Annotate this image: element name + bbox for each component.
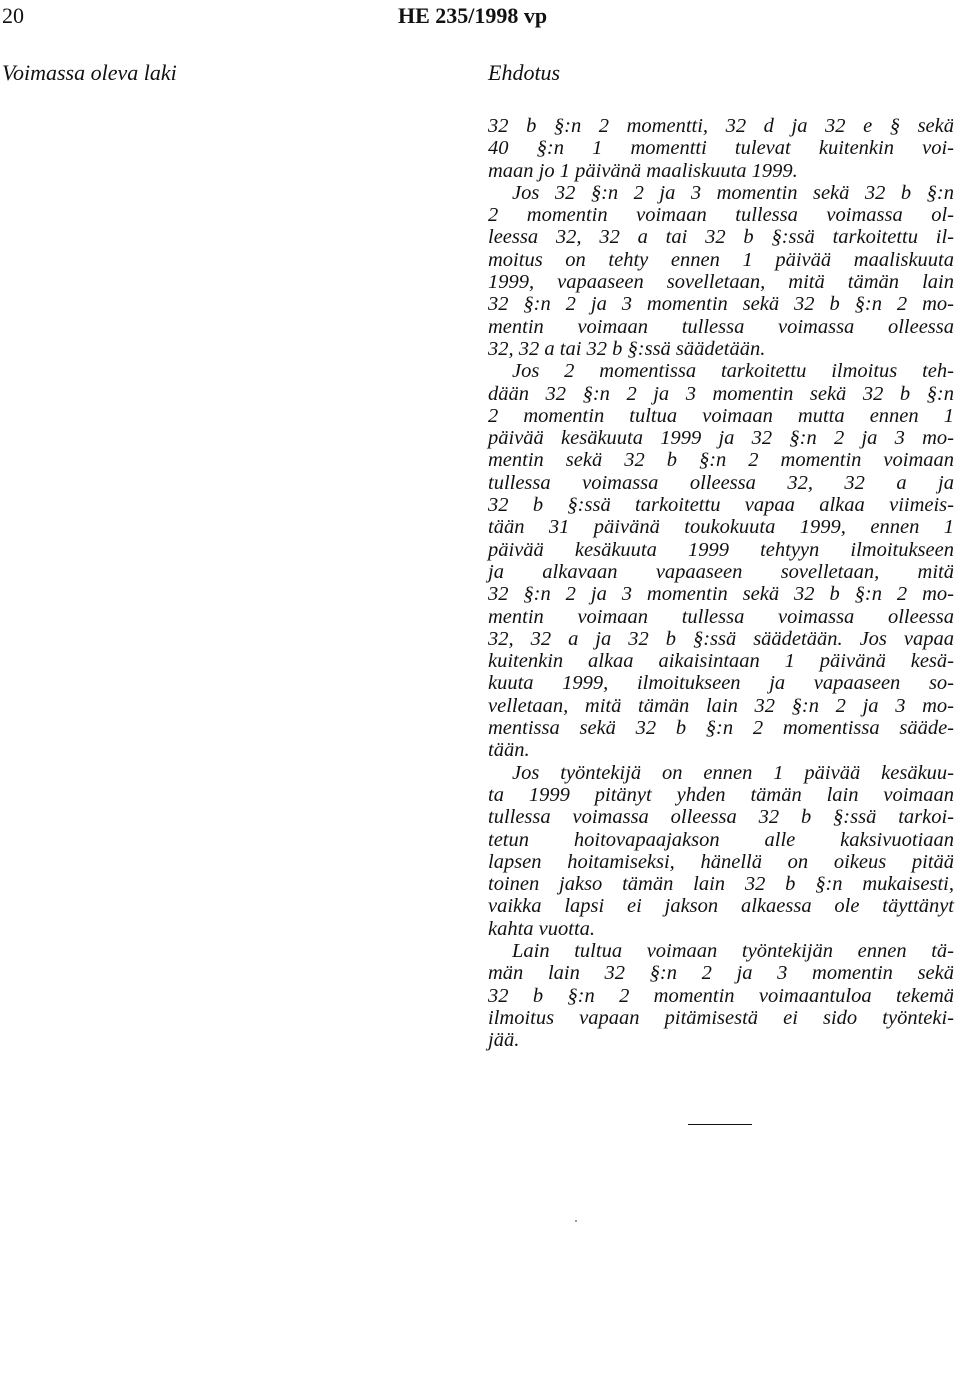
text-line: tään 31 päivänä toukokuuta 1999, ennen 1 <box>488 516 954 539</box>
text-line: 32 b §:n 2 momentin voimaantuloa tekemä <box>488 984 954 1007</box>
paragraph <box>488 182 954 360</box>
paragraph <box>488 360 954 761</box>
text-line: Jos 32 §:n 2 ja 3 momentin sekä 32 b §:n <box>512 181 954 204</box>
text-line: ta 1999 pitänyt yhden tämän lain voimaan <box>488 783 954 806</box>
text-line: 2 momentin voimaan tullessa voimassa ol- <box>488 204 954 227</box>
text-line: velletaan, mitä tämän lain 32 §:n 2 ja 3 mo- <box>488 694 954 717</box>
text-line: kuitenkin alkaa aikaisintaan 1 päivänä kesä- <box>488 650 954 673</box>
text-line: 32 b §:ssä tarkoitettu vapaa alkaa viimeis- <box>488 494 954 517</box>
text-line: vaikka lapsi ei jakson alkaessa ole täyttänyt <box>488 895 954 918</box>
text-line: ja alkavaan vapaaseen sovelletaan, mitä <box>488 560 954 583</box>
text-line: mentissa sekä 32 b §:n 2 momentissa sääde- <box>488 717 954 740</box>
column-heading-proposal: Ehdotus <box>488 60 561 85</box>
document-title: HE 235/1998 vp <box>398 3 548 28</box>
scan-speck <box>575 1220 577 1222</box>
text-line: 40 §:n 1 momentti tulevat kuitenkin voi- <box>488 137 954 160</box>
text-line: 32 b §:n 2 momentti, 32 d ja 32 e § sekä <box>488 115 954 137</box>
text-line: mentin voimaan tullessa voimassa olleessa <box>488 605 954 628</box>
text-line: Jos työntekijä on ennen 1 päivää kesäkuu- <box>512 761 954 784</box>
proposal-text-column <box>488 115 954 1051</box>
text-line: tään. <box>488 739 530 762</box>
text-line: dään 32 §:n 2 ja 3 momentin sekä 32 b §:n <box>488 382 954 405</box>
text-line: lapsen hoitamiseksi, hänellä on oikeus pitää <box>488 850 954 873</box>
text-line: män lain 32 §:n 2 ja 3 momentin sekä <box>488 962 954 985</box>
paragraph <box>488 115 954 182</box>
column-heading-current-law: Voimassa oleva laki <box>2 60 177 85</box>
text-line: kahta vuotta. <box>488 917 596 940</box>
text-line: 32 §:n 2 ja 3 momentin sekä 32 b §:n 2 mo- <box>488 293 954 316</box>
text-line: maan jo 1 päivänä maaliskuuta 1999. <box>488 159 798 182</box>
text-line: tullessa voimassa olleessa 32, 32 a ja <box>488 471 954 494</box>
text-line: Lain tultua voimaan työntekijän ennen tä- <box>512 939 954 962</box>
text-line: tullessa voimassa olleessa 32 b §:ssä tarkoi- <box>488 806 954 829</box>
text-line: päivää kesäkuuta 1999 ja 32 §:n 2 ja 3 mo- <box>488 427 954 450</box>
text-line: päivää kesäkuuta 1999 tehtyyn ilmoitukseen <box>488 538 954 561</box>
text-line: Jos 2 momentissa tarkoitettu ilmoitus teh- <box>512 360 954 383</box>
text-line: ilmoitus vapaan pitämisestä ei sido työnteki- <box>488 1006 954 1029</box>
text-line: leessa 32, 32 a tai 32 b §:ssä tarkoitettu il- <box>488 226 954 249</box>
end-rule <box>688 1124 752 1125</box>
text-line: tetun hoitovapaajakson alle kaksivuotiaan <box>488 828 954 851</box>
text-line: jää. <box>488 1029 520 1052</box>
text-line: 32, 32 a tai 32 b §:ssä säädetään. <box>488 337 766 360</box>
text-line: moitus on tehty ennen 1 päivää maaliskuuta <box>488 248 954 271</box>
paragraph <box>488 762 954 940</box>
text-line: toinen jakso tämän lain 32 b §:n mukaisesti, <box>488 873 954 896</box>
text-line: 32, 32 a ja 32 b §:ssä säädetään. Jos vapaa <box>488 627 954 650</box>
text-line: mentin sekä 32 b §:n 2 momentin voimaan <box>488 449 954 472</box>
text-line: mentin voimaan tullessa voimassa olleessa <box>488 315 954 338</box>
page-number: 20 <box>2 3 24 28</box>
text-line: kuuta 1999, ilmoitukseen ja vapaaseen so- <box>488 672 954 695</box>
text-line: 1999, vapaaseen sovelletaan, mitä tämän lain <box>488 271 954 294</box>
text-line: 32 §:n 2 ja 3 momentin sekä 32 b §:n 2 mo- <box>488 583 954 606</box>
paragraph <box>488 940 954 1051</box>
text-line: 2 momentin tultua voimaan mutta ennen 1 <box>488 404 954 427</box>
